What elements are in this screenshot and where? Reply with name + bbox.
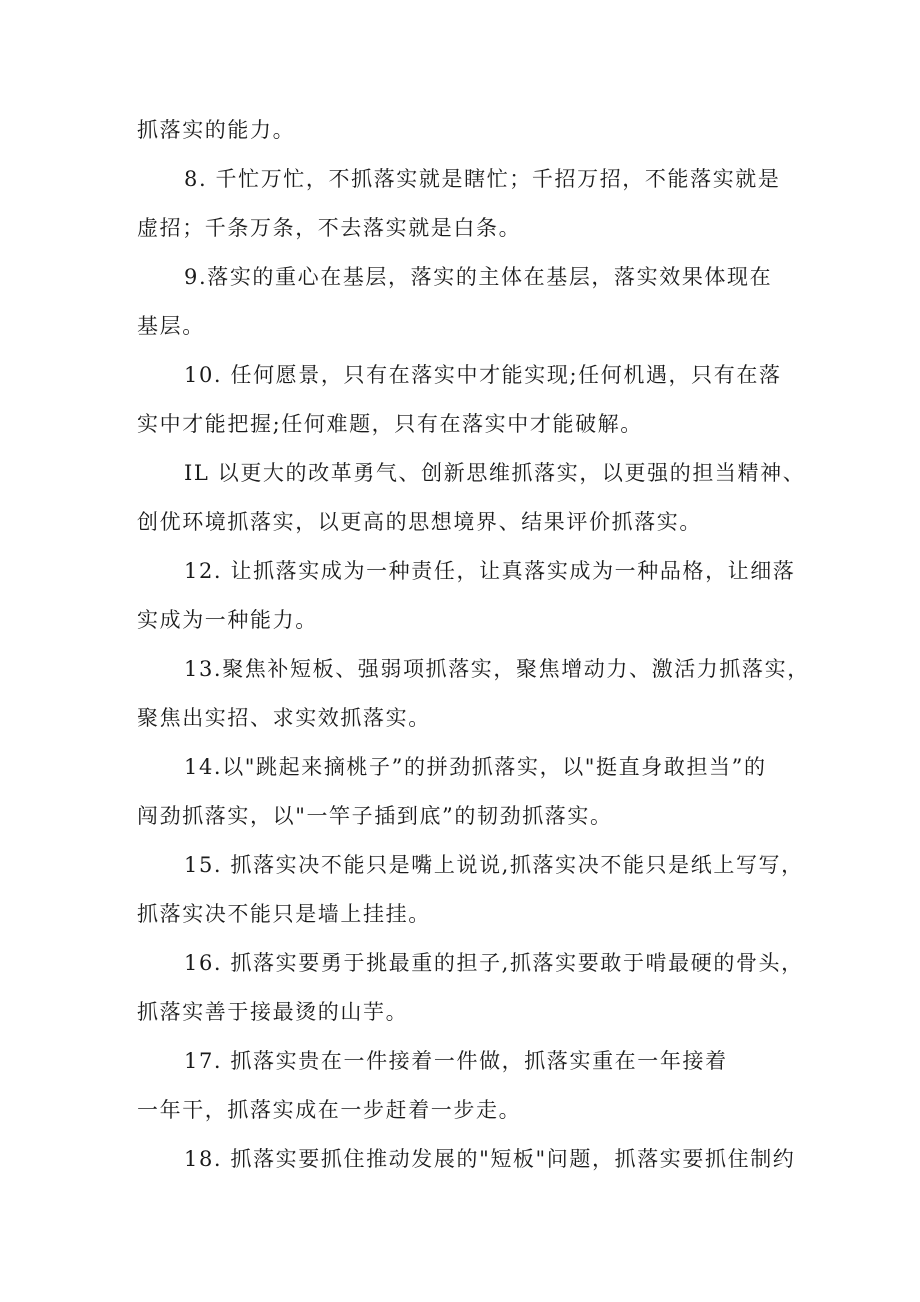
item-14-line-2: 闯劲抓落实，以"一竿子插到底”的韧劲抓落实。 <box>137 804 613 828</box>
item-11-line-1: IL 以更大的改革勇气、创新思维抓落实，以更强的担当精神、 <box>184 461 806 485</box>
item-16-line-1: 16. 抓落实要勇于挑最重的担子,抓落实要敢于啃最硬的骨头， <box>184 951 804 975</box>
item-15-line-2: 抓落实决不能只是墙上挂挂。 <box>137 902 431 926</box>
text-line-1: 抓落实的能力。 <box>137 118 296 142</box>
item-8-line-2: 虚招；千条万条，不去落实就是白条。 <box>137 216 522 240</box>
item-18-line-1: 18. 抓落实要抓住推动发展的"短板"问题，抓落实要抓住制约 <box>184 1147 796 1171</box>
item-16-line-2: 抓落实善于接最烫的山芋。 <box>137 1000 409 1024</box>
item-12-line-2: 实成为一种能力。 <box>137 608 318 632</box>
item-9-line-1: 9.落实的重心在基层，落实的主体在基层，落实效果体现在 <box>184 265 773 289</box>
item-9-line-2: 基层。 <box>137 314 205 338</box>
item-17-line-2: 一年干，抓落实成在一步赶着一步走。 <box>137 1098 522 1122</box>
item-10-line-1: 10. 任何愿景，只有在落实中才能实现;任何机遇，只有在落 <box>184 363 782 387</box>
item-13-line-1: 13.聚焦补短板、强弱项抓落实，聚焦增动力、激活力抓落实， <box>184 657 810 681</box>
item-13-line-2: 聚焦出实招、求实效抓落实。 <box>137 706 431 730</box>
item-10-line-2: 实中才能把握;任何难题，只有在落实中才能破解。 <box>137 412 643 436</box>
item-15-line-1: 15. 抓落实决不能只是嘴上说说,抓落实决不能只是纸上写写， <box>184 853 804 877</box>
item-8-line-1: 8. 千忙万忙，不抓落实就是瞎忙；千招万招，不能落实就是 <box>184 167 781 191</box>
item-14-line-1: 14.以"跳起来摘桃子”的拼劲抓落实，以"挺直身敢担当”的 <box>184 755 767 779</box>
item-12-line-1: 12. 让抓落实成为一种责任，让真落实成为一种品格，让细落 <box>184 559 796 583</box>
item-11-line-2: 创优环境抓落实，以更高的思想境界、结果评价抓落实。 <box>137 510 702 534</box>
item-17-line-1: 17. 抓落实贵在一件接着一件做，抓落实重在一年接着 <box>184 1049 728 1073</box>
